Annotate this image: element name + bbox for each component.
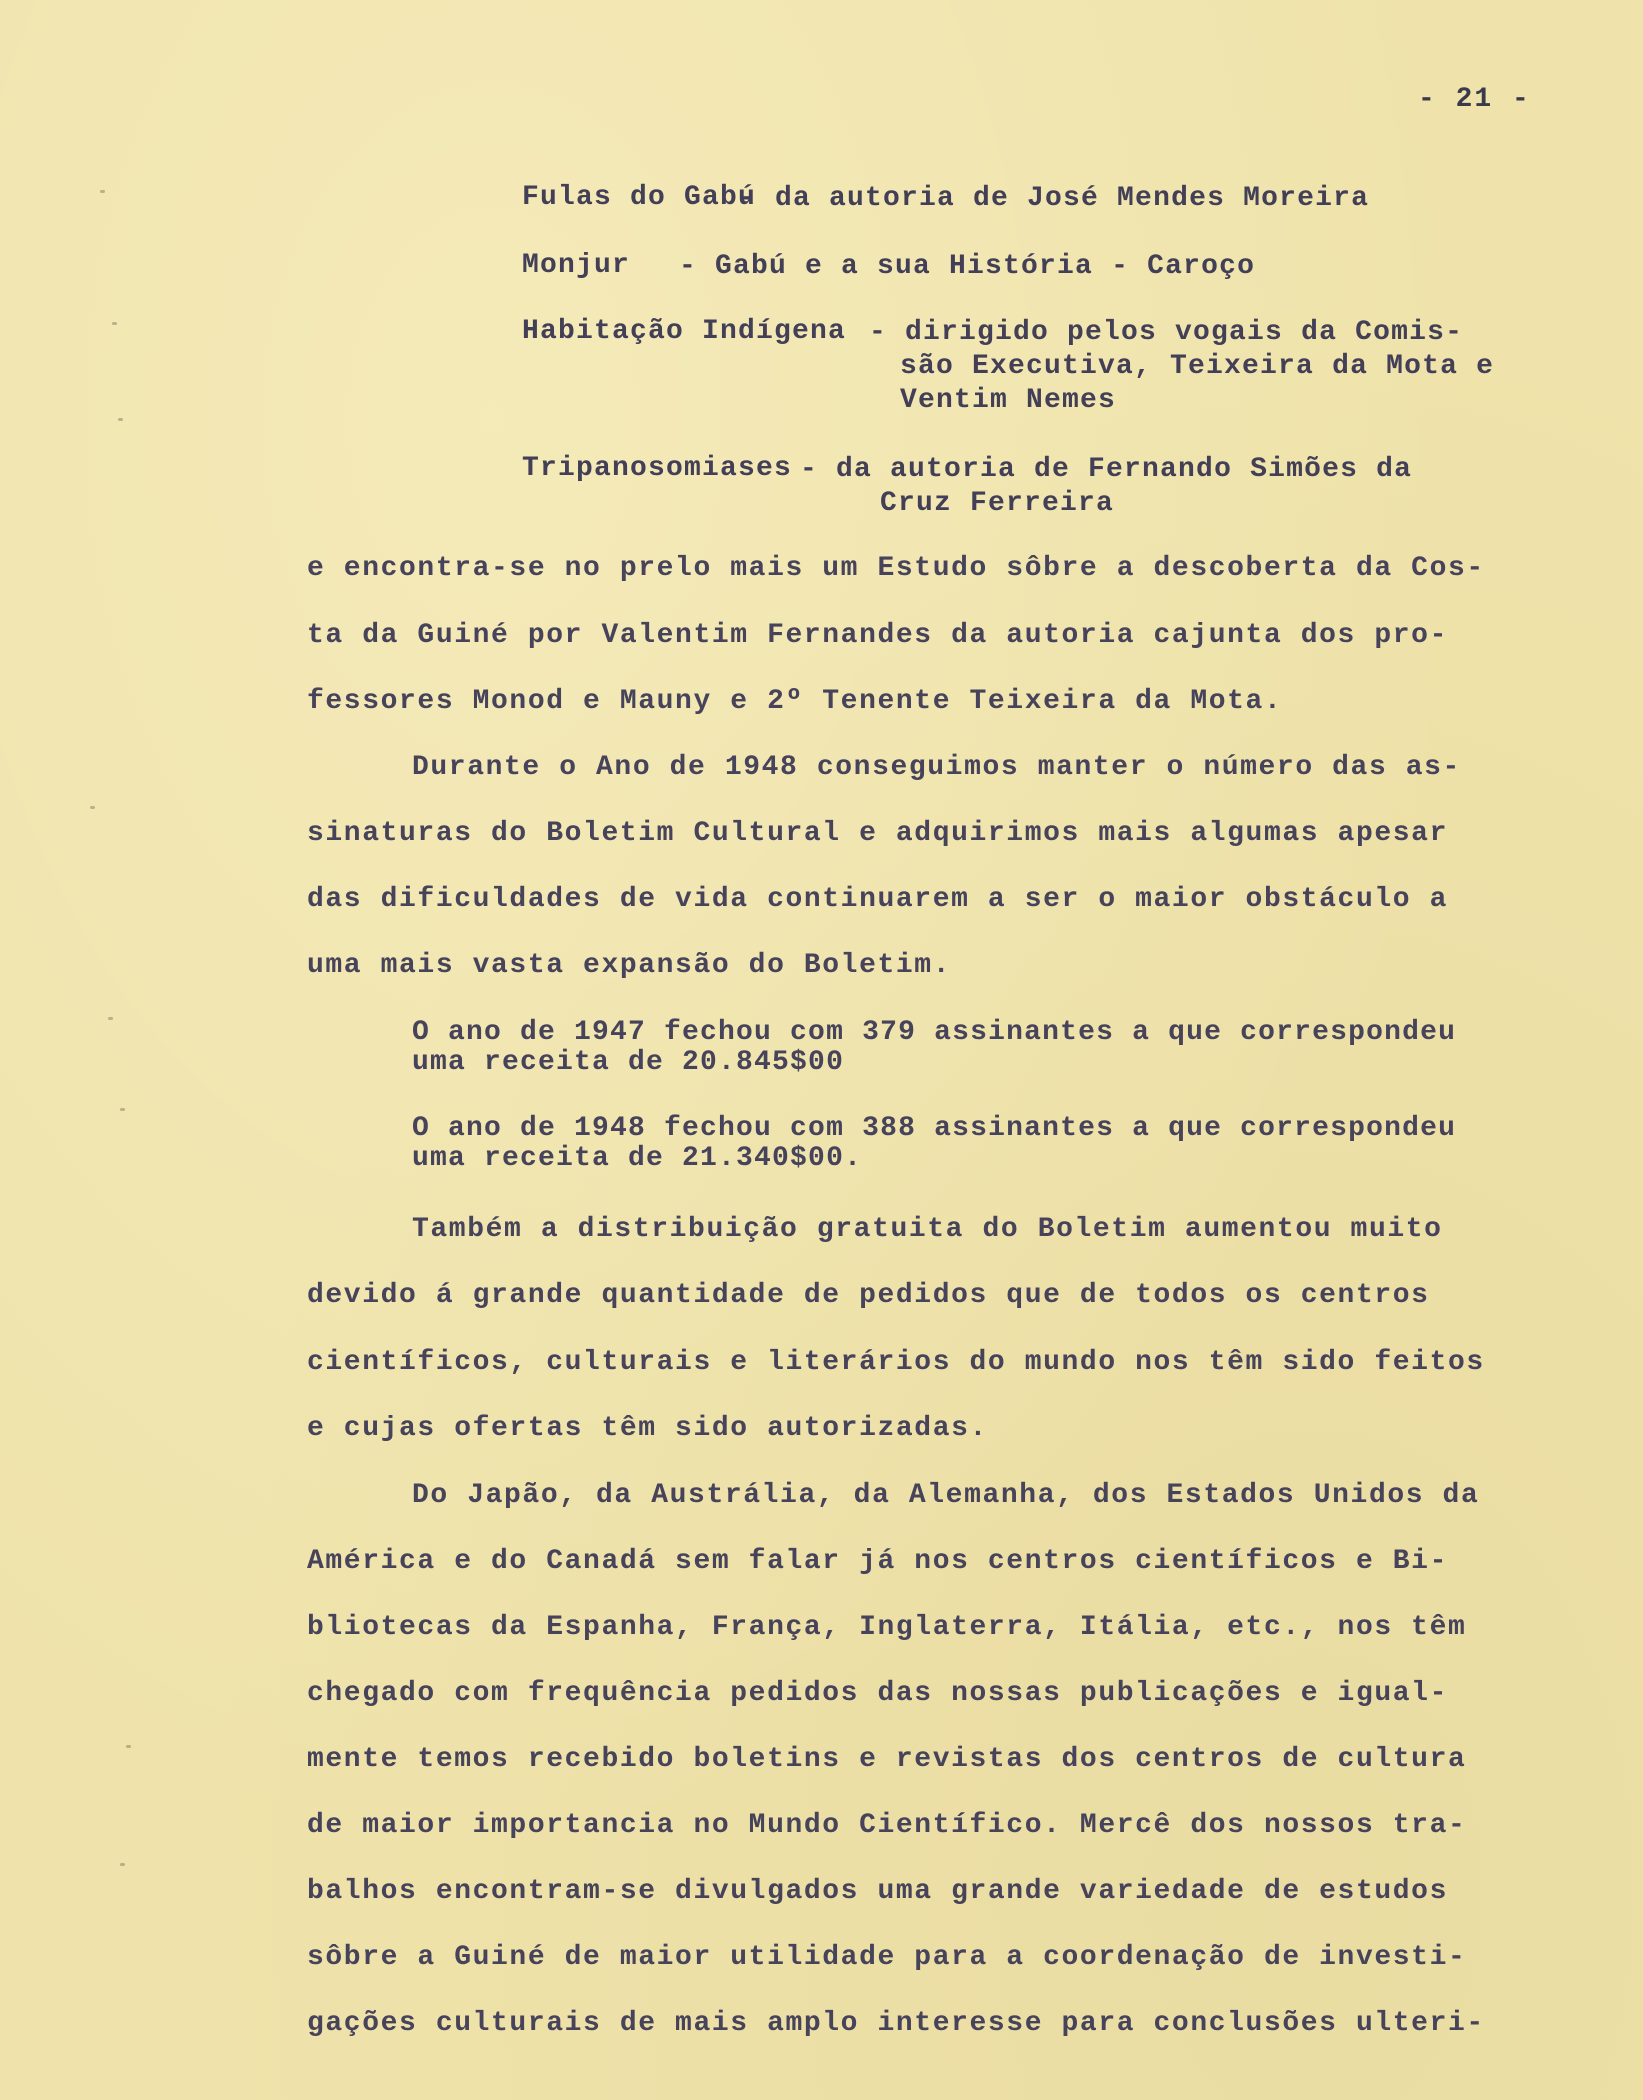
entry-desc-tripanosomiases-1: - da autoria de Fernando Simões da [800, 454, 1413, 485]
entry-desc-monjur: - Gabú e a sua História - Caroço [679, 251, 1256, 282]
paragraph-3-line-2: devido á grande quantidade de pedidos que de todos os centros [307, 1280, 1430, 1311]
entry-desc-habitacao-3: Ventim Nemes [900, 385, 1117, 416]
paragraph-1-line-3: fessores Monod e Mauny e 2º Tenente Teixeira da Mota. [307, 686, 1283, 717]
stat-1948-line-1: O ano de 1948 fechou com 388 assinantes a que correspondeu [412, 1113, 1457, 1144]
paragraph-3-line-4: e cujas ofertas têm sido autorizadas. [307, 1413, 988, 1444]
paragraph-3-line-1: Também a distribuição gratuita do Boletim aumentou muito [412, 1214, 1443, 1245]
entry-title-habitacao: Habitação Indígena [522, 316, 847, 347]
stat-1947-line-1: O ano de 1947 fechou com 379 assinantes a que correspondeu [412, 1017, 1457, 1048]
entry-title-tripanosomiases: Tripanosomiases [522, 453, 793, 484]
paragraph-2-line-3: das dificuldades de vida continuarem a ser o maior obstáculo a [307, 884, 1448, 915]
entry-desc-tripanosomiases-2: Cruz Ferreira [880, 488, 1115, 519]
entry-desc-habitacao-2: são Executiva, Teixeira da Mota e [900, 351, 1495, 382]
paragraph-4-line-7: balhos encontram-se divulgados uma grande variedade de estudos [307, 1876, 1448, 1907]
margin-speck [100, 190, 105, 193]
page-number: - 21 - [1418, 84, 1531, 115]
paragraph-4-line-6: de maior importancia no Mundo Científico. Mercê dos nossos tra- [307, 1810, 1467, 1841]
margin-speck [126, 1745, 131, 1748]
paragraph-4-line-5: mente temos recebido boletins e revistas dos centros de cultura [307, 1744, 1467, 1775]
margin-speck [90, 806, 95, 809]
stat-1948-line-2: uma receita de 21.340$00. [412, 1143, 863, 1174]
margin-speck [118, 418, 123, 421]
paragraph-4-line-4: chegado com frequência pedidos das nossas publicações e igual- [307, 1678, 1448, 1709]
margin-speck [120, 1863, 125, 1866]
paragraph-2-line-4: uma mais vasta expansão do Boletim. [307, 950, 952, 981]
entry-desc-habitacao-1: - dirigido pelos vogais da Comis- [869, 317, 1464, 348]
entry-title-monjur: Monjur [522, 250, 631, 281]
entry-desc-fulas: - da autoria de José Mendes Moreira [739, 183, 1370, 214]
entry-title-fulas: Fulas do Gabú [522, 182, 757, 213]
stat-1947-line-2: uma receita de 20.845$00 [412, 1047, 845, 1078]
paragraph-4-line-2: América e do Canadá sem falar já nos centros científicos e Bi- [307, 1546, 1448, 1577]
margin-speck [112, 322, 117, 325]
paragraph-3-line-3: científicos, culturais e literários do mundo nos têm sido feitos [307, 1347, 1485, 1378]
margin-speck [108, 1017, 113, 1020]
paragraph-4-line-3: bliotecas da Espanha, França, Inglaterra, Itália, etc., nos têm [307, 1612, 1467, 1643]
paragraph-2-line-2: sinaturas do Boletim Cultural e adquirimos mais algumas apesar [307, 818, 1448, 849]
paragraph-4-line-1: Do Japão, da Austrália, da Alemanha, dos Estados Unidos da [412, 1480, 1480, 1511]
paragraph-1-line-2: ta da Guiné por Valentim Fernandes da autoria cajunta dos pro- [307, 620, 1448, 651]
paragraph-4-line-8: sôbre a Guiné de maior utilidade para a coordenação de investi- [307, 1942, 1467, 1973]
paragraph-1-line-1: e encontra-se no prelo mais um Estudo sôbre a descoberta da Cos- [307, 553, 1485, 584]
margin-speck [120, 1108, 125, 1111]
paragraph-2-line-1: Durante o Ano de 1948 conseguimos manter o número das as- [412, 752, 1461, 783]
paragraph-4-line-9: gações culturais de mais amplo interesse para conclusões ulteri- [307, 2008, 1485, 2039]
